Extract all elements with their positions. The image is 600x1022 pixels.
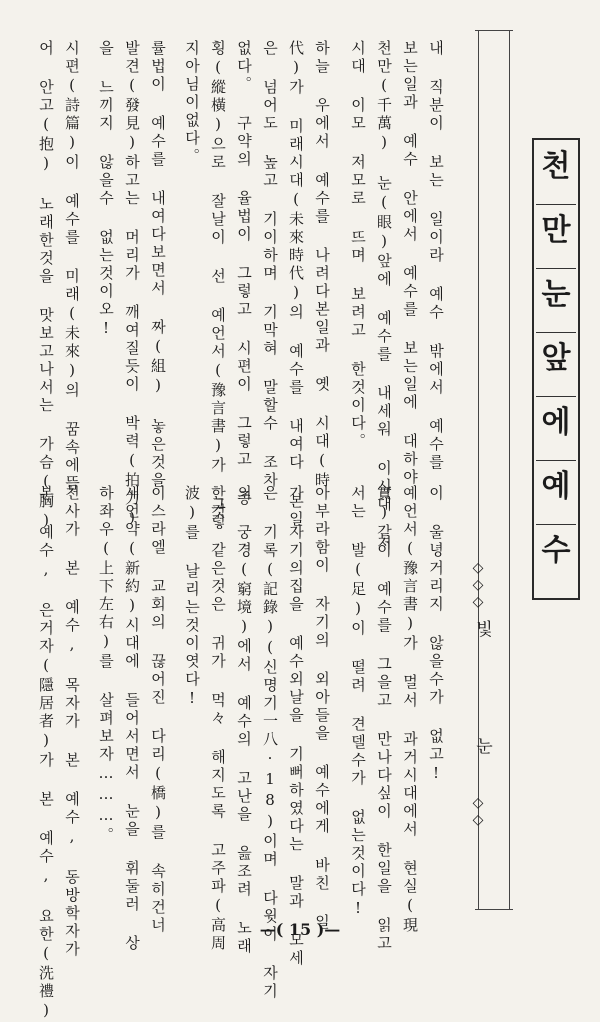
title-divider xyxy=(536,204,576,205)
text-column-top: 어 안고(抱) 노래한것을 맛보고나서는 가슴(胸) xyxy=(37,40,55,532)
title-divider xyxy=(536,396,576,397)
text-column-top: 천만(千萬) 눈(眼)앞에 예수를 내세워 이시대 저 xyxy=(375,40,393,553)
title-box xyxy=(532,138,580,600)
text-column-bottom: 波)를 날리는것이엿다! xyxy=(183,485,201,710)
title-divider xyxy=(536,332,576,333)
text-column-top: 률법이 예수를 내여다보면서 짜(組) 놓은것을 xyxy=(149,40,167,490)
text-column-bottom: 서는 발(足)이 떨려 견델수가 없는것이다! xyxy=(349,485,367,920)
title-divider xyxy=(536,460,576,461)
text-column-bottom: 한것 같은것은 귀가 먹々 해지도록 고주파(高周 xyxy=(209,485,227,953)
text-column-top: 은 넘어도 높고 기이하며 기막혀 말할수 조차 xyxy=(261,40,279,490)
title-divider xyxy=(536,268,576,269)
text-column-bottom: 새언약(新約)시대에 들어서면서 눈을 휘둘러 상 xyxy=(123,485,141,953)
title-char: 천 xyxy=(541,149,571,184)
subtitle: 빛 눈 xyxy=(472,620,492,794)
title-char: 예 xyxy=(541,469,571,504)
text-column-bottom: 예언서(豫言書)가 멀서 과거시대에서 현실(現 xyxy=(401,485,419,935)
text-column-top: 횡(縱橫)으로 잘날이 선 예언서(豫言書)가 그렇 xyxy=(209,40,227,532)
title-char: 에 xyxy=(541,405,571,440)
text-column-bottom: 의 궁경(窮境)에서 예수의 고난을 읊조려 노래 xyxy=(235,485,253,956)
text-column-top: 을 느끼지 않을수 없는것이오! xyxy=(97,40,115,340)
text-column-top: 보는일과 예수 안에서 예수를 보는일에 대하야 xyxy=(401,40,419,487)
text-column-top: 내 직분이 보는 일이라 예수 밖에서 예수를 xyxy=(427,40,445,472)
page-number: —( 15 )— xyxy=(259,920,341,939)
title-char: 수 xyxy=(541,533,571,568)
text-column-top: 시대 이모 저모로 뜨며 보려고 한것이다。 xyxy=(349,40,367,451)
title-char: 앞 xyxy=(541,341,571,376)
text-column-bottom: 이스라엘 교회의 끊어진 다리(橋)를 속히건너 xyxy=(149,485,167,935)
title-char: 눈 xyxy=(541,277,571,312)
title-divider xyxy=(536,524,576,525)
text-column-top: 없다。 구약의 율법이 그렇고 시편이 그렇고 종 xyxy=(235,40,253,508)
title-char: 만 xyxy=(541,213,571,248)
text-column-top: 지아님이없다。 xyxy=(183,40,201,166)
text-column-top: 발견(發見)하고는 머리가 깨여질듯이 박력(拍力) xyxy=(123,40,141,529)
text-column-bottom: 천사가 본 예수, 목자가 본 예수, 동방학자가 xyxy=(63,485,81,959)
diamond-ornament-bottom: ◇◇ xyxy=(470,795,486,829)
text-column-bottom: 이 울녕거리지 않을수가 없고! xyxy=(427,485,445,785)
text-column-top: 하늘 우에서 예수를 나려다본일과 옛 시대(時 xyxy=(313,40,331,490)
text-column-bottom: 가 자기의집을 예수외날을 기뻐하였다는 말과 모세 xyxy=(287,485,305,968)
text-column-bottom: 하좌우(上下左右)를 살펴보자………。 xyxy=(97,485,115,845)
text-column-top: 시편(詩篇)이 예수를 미래(未來)의 꿈속에뜸 xyxy=(63,40,81,493)
text-column-bottom: 본 예수, 은거자(隱居者)가 본 예수, 요한(洗禮) xyxy=(37,485,55,1022)
text-column-bottom: 實)같이 예수를 그을고 만나다싶이 한일을 읽고 xyxy=(375,485,393,953)
diamond-ornament-top: ◇◇◇ xyxy=(470,560,486,611)
text-column-top: 代)가 미래시대(未來時代)의 예수를 내여다 본일 xyxy=(287,40,305,529)
text-column-bottom: 은 기록(記錄)(신명기一八·18)이며 다윗이 자기 xyxy=(261,485,279,1001)
text-column-bottom: 아부라함이 자기의 외아들을 예수에게 바친 일 xyxy=(313,485,331,932)
